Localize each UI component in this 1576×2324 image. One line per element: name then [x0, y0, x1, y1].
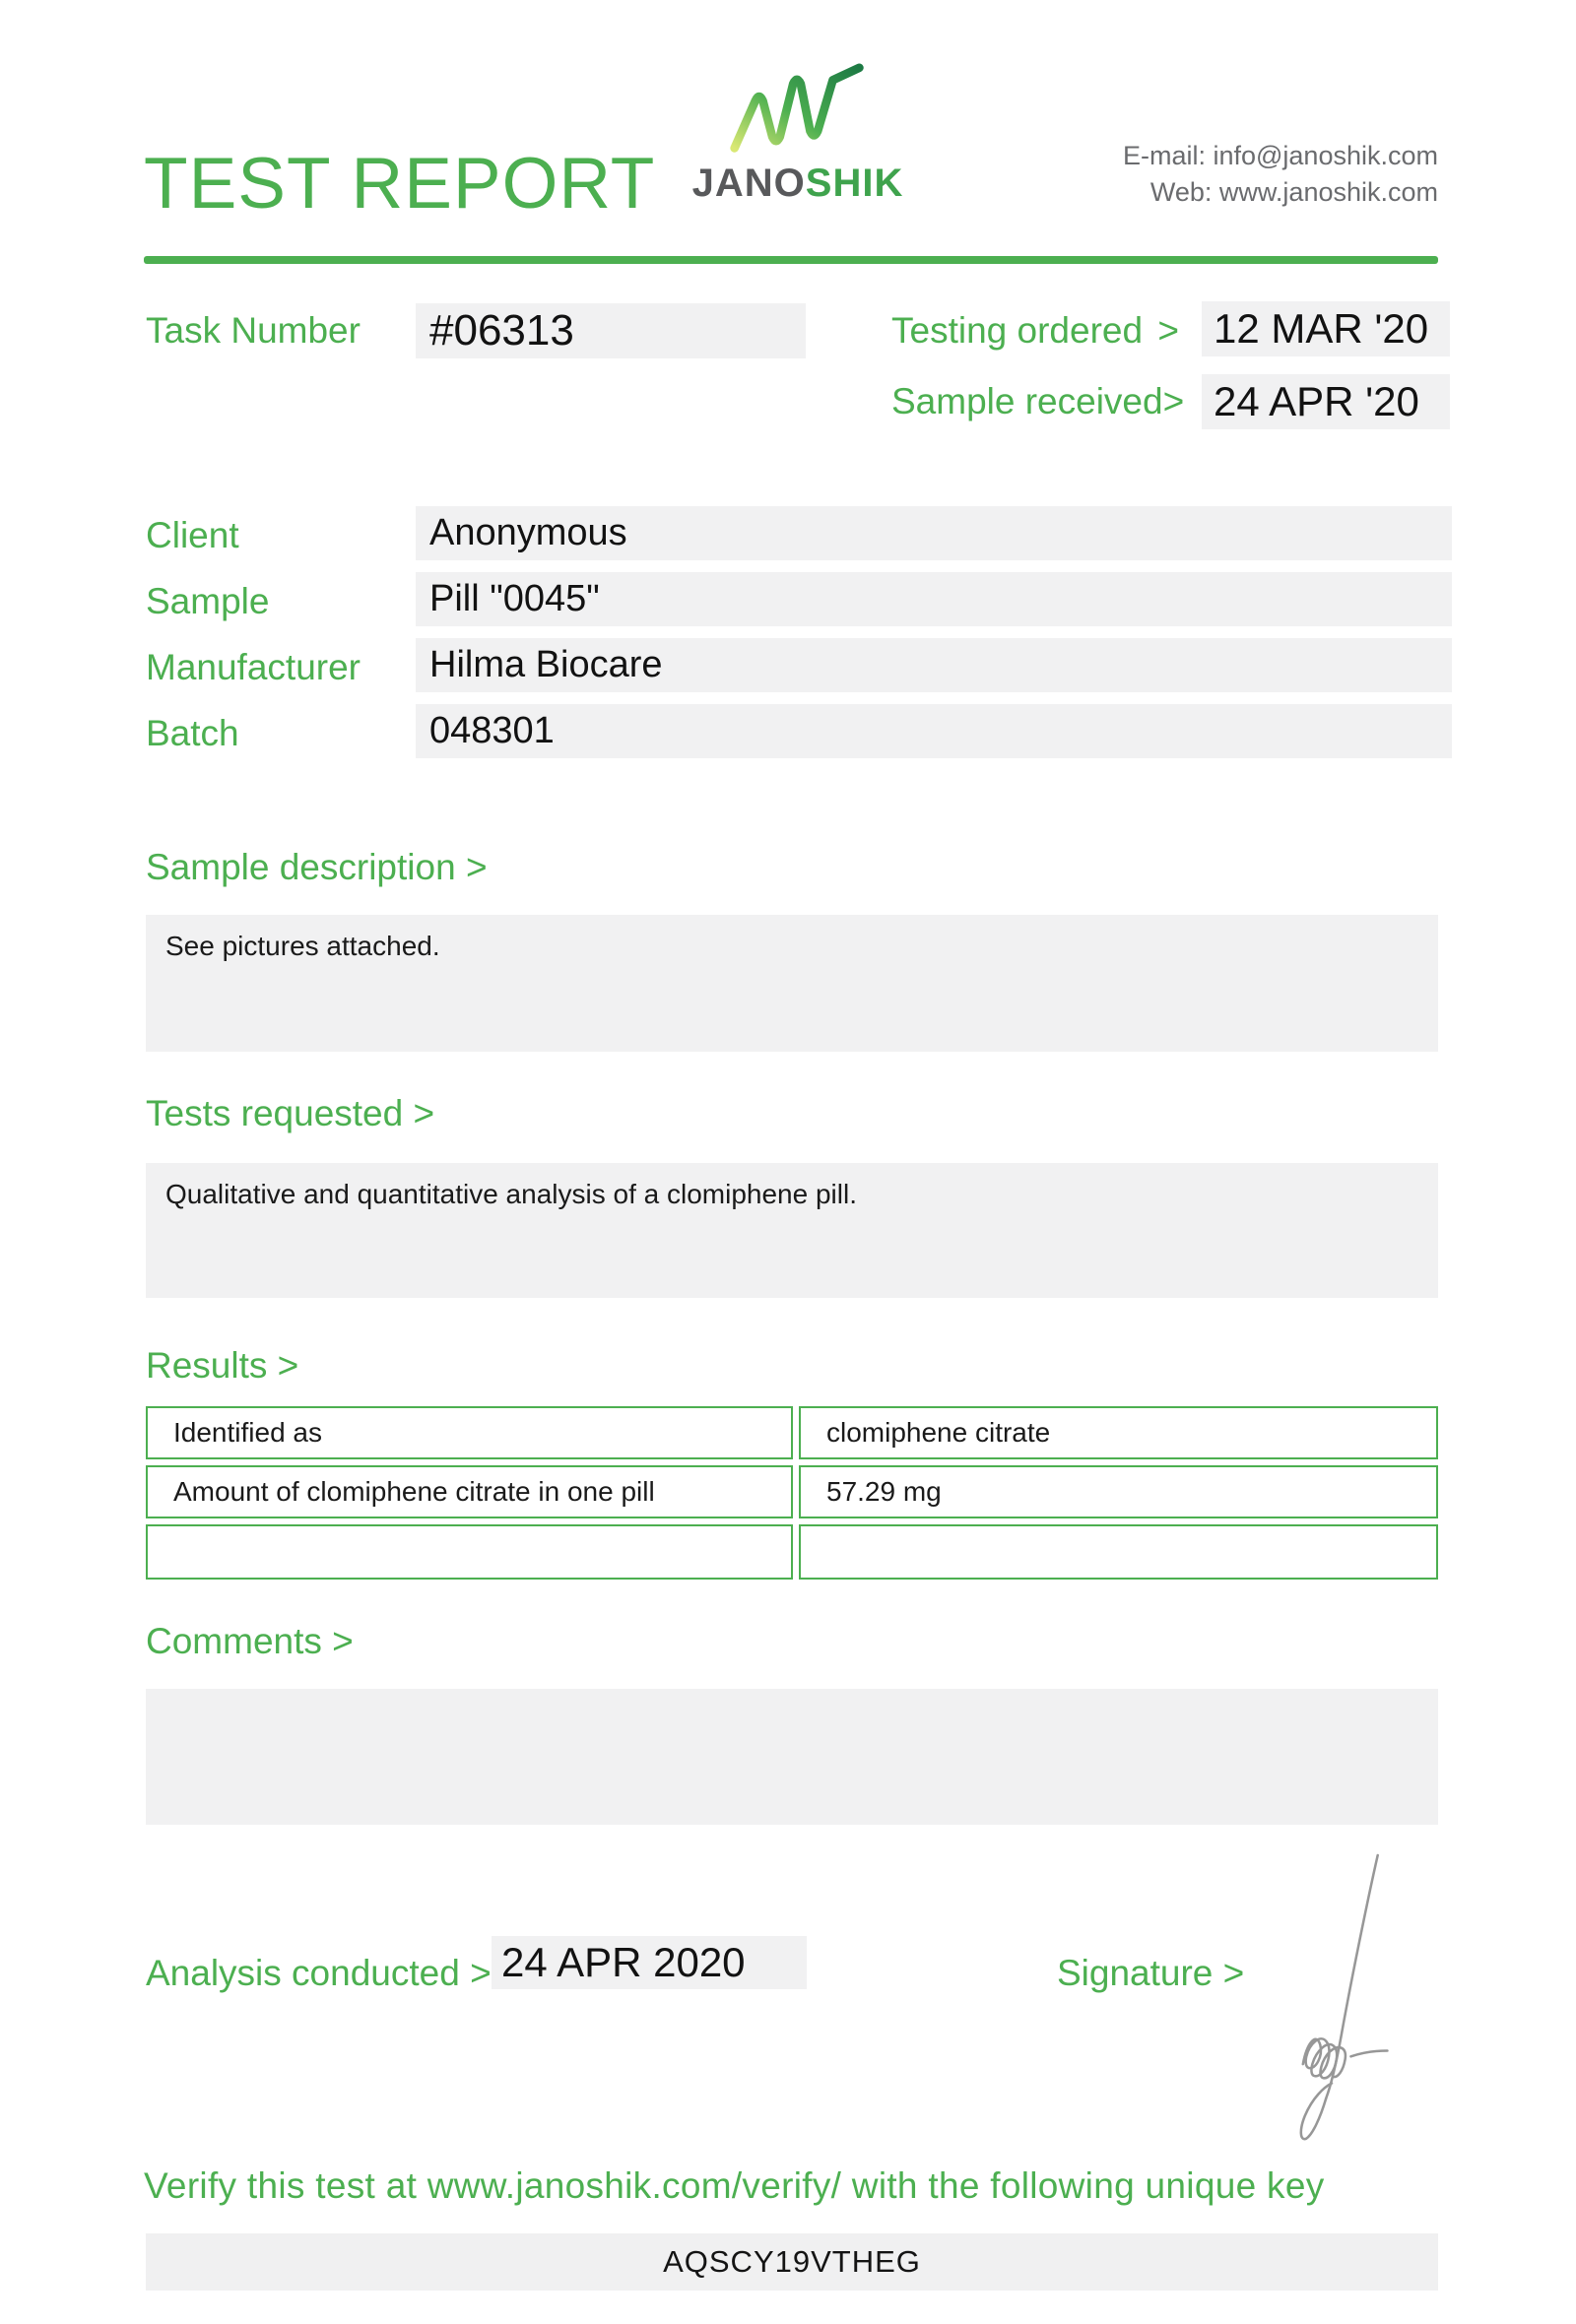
verify-key-box — [146, 2233, 1438, 2291]
signature-image — [1261, 1845, 1438, 2152]
sample-description-box — [146, 915, 1438, 1052]
results-row-value — [799, 1524, 1438, 1580]
handwritten-signature-icon — [1261, 1845, 1438, 2147]
chevron-right-icon: > — [1157, 310, 1179, 351]
analysis-conducted-value: 24 APR 2020 — [492, 1936, 807, 1989]
results-row-value: clomiphene citrate — [799, 1406, 1438, 1459]
results-row-name: Identified as — [146, 1406, 793, 1459]
tests-requested-box — [146, 1163, 1438, 1298]
client-label: Client — [146, 515, 239, 555]
manufacturer-value: Hilma Biocare — [416, 638, 1452, 692]
contact-web: Web: www.janoshik.com — [1149, 177, 1438, 207]
signature-label: Signature > — [1057, 1953, 1245, 1993]
testing-ordered-text: Testing ordered — [891, 310, 1144, 351]
logo-text-shik: SHIK — [805, 161, 904, 205]
contact-email: E-mail: info@janoshik.com — [1122, 141, 1438, 170]
header-divider — [144, 256, 1438, 264]
growth-chart-icon — [724, 63, 872, 158]
sample-received-label — [891, 381, 1185, 421]
sample-received-value: 24 APR '20 — [1202, 374, 1450, 429]
testing-ordered-label — [891, 311, 1179, 351]
tests-requested-heading: Tests requested > — [146, 1093, 435, 1133]
verify-instruction: Verify this test at www.janoshik.com/verify/ with the following unique key — [144, 2165, 1325, 2206]
logo-wordmark — [680, 161, 916, 206]
results-row-name: Amount of clomiphene citrate in one pill — [146, 1465, 793, 1518]
tests-requested-body: Qualitative and quantitative analysis of a clomiphene pill. — [165, 1179, 857, 1209]
manufacturer-label: Manufacturer — [146, 647, 361, 687]
task-number-value: #06313 — [416, 303, 806, 358]
comments-heading: Comments > — [146, 1621, 354, 1661]
comments-box — [146, 1689, 1438, 1825]
sample-received-text: Sample received — [891, 381, 1163, 421]
client-value: Anonymous — [416, 506, 1452, 560]
results-row-value: 57.29 mg — [799, 1465, 1438, 1518]
sample-description-body: See pictures attached. — [165, 931, 440, 961]
batch-label: Batch — [146, 713, 239, 753]
testing-ordered-value: 12 MAR '20 — [1202, 301, 1450, 356]
batch-value: 048301 — [416, 704, 1452, 758]
results-heading: Results > — [146, 1345, 299, 1386]
janoshik-logo — [680, 63, 916, 206]
verify-key: AQSCY19VTHEG — [663, 2244, 921, 2279]
results-table — [146, 1406, 1438, 1580]
results-row-name — [146, 1524, 793, 1580]
sample-description-heading: Sample description > — [146, 847, 488, 887]
sample-label: Sample — [146, 581, 270, 621]
contact-block — [985, 138, 1438, 211]
chevron-right-icon: > — [1162, 381, 1185, 421]
analysis-conducted-label: Analysis conducted > — [146, 1953, 492, 1993]
logo-text-jano: JANO — [691, 161, 806, 205]
sample-value: Pill "0045" — [416, 572, 1452, 626]
page-title: TEST REPORT — [144, 144, 656, 224]
task-number-label: Task Number — [146, 310, 361, 351]
